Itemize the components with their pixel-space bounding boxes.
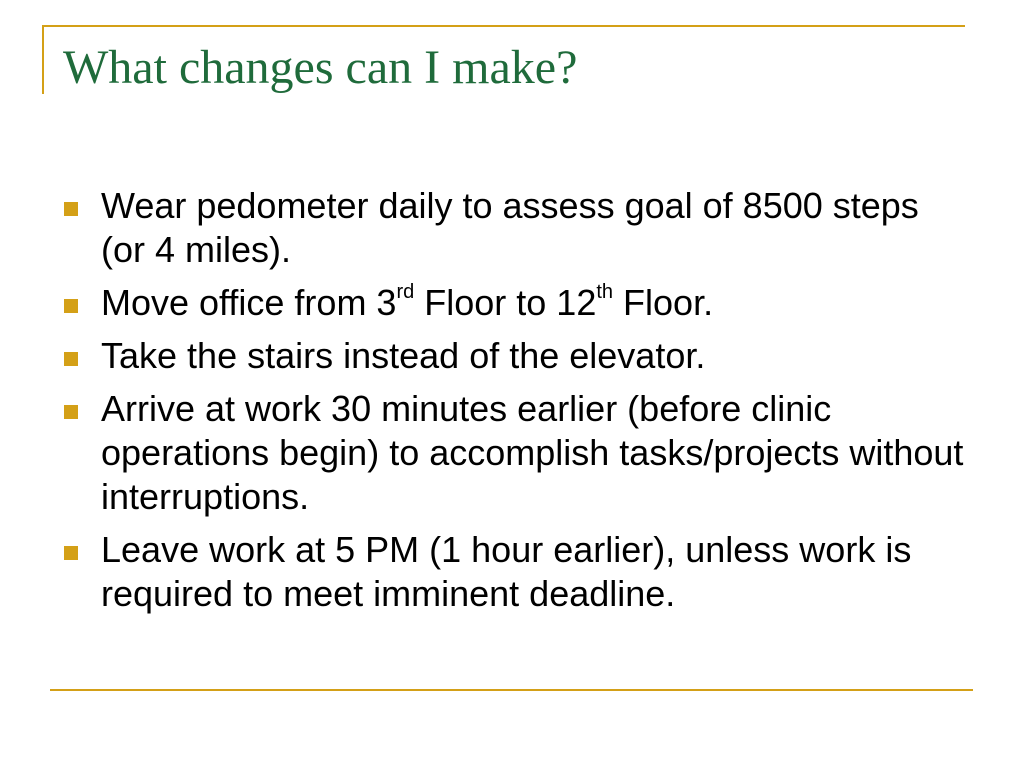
bullet-list (64, 184, 964, 625)
bullet-text-segment: Floor to 12 (414, 282, 597, 323)
slide-title: What changes can I make? (63, 41, 578, 94)
bullet-text: Leave work at 5 PM (1 hour earlier), unless work is required to meet imminent deadline. (101, 529, 912, 614)
square-bullet-icon (64, 299, 78, 313)
frame-top-rule (42, 25, 965, 27)
frame-bottom-rule (50, 689, 973, 691)
frame-left-rule (42, 25, 44, 94)
bullet-item (64, 387, 964, 519)
bullet-text-segment: Move office from 3 (101, 282, 397, 323)
square-bullet-icon (64, 352, 78, 366)
bullet-text: Wear pedometer daily to assess goal of 8500 steps (or 4 miles). (101, 185, 919, 270)
bullet-text-segment: Floor. (613, 282, 714, 323)
bullet-item (64, 528, 964, 616)
square-bullet-icon (64, 202, 78, 216)
bullet-text (101, 281, 964, 325)
bullet-text: Take the stairs instead of the elevator. (101, 335, 706, 376)
bullet-item (64, 281, 964, 325)
bullet-text: Arrive at work 30 minutes earlier (before clinic operations begin) to accomplish tasks/projects without interruptions. (101, 388, 964, 517)
bullet-item (64, 184, 964, 272)
square-bullet-icon (64, 546, 78, 560)
ordinal-suffix: rd (396, 281, 415, 303)
ordinal-suffix: th (596, 281, 614, 303)
square-bullet-icon (64, 405, 78, 419)
bullet-item (64, 334, 964, 378)
